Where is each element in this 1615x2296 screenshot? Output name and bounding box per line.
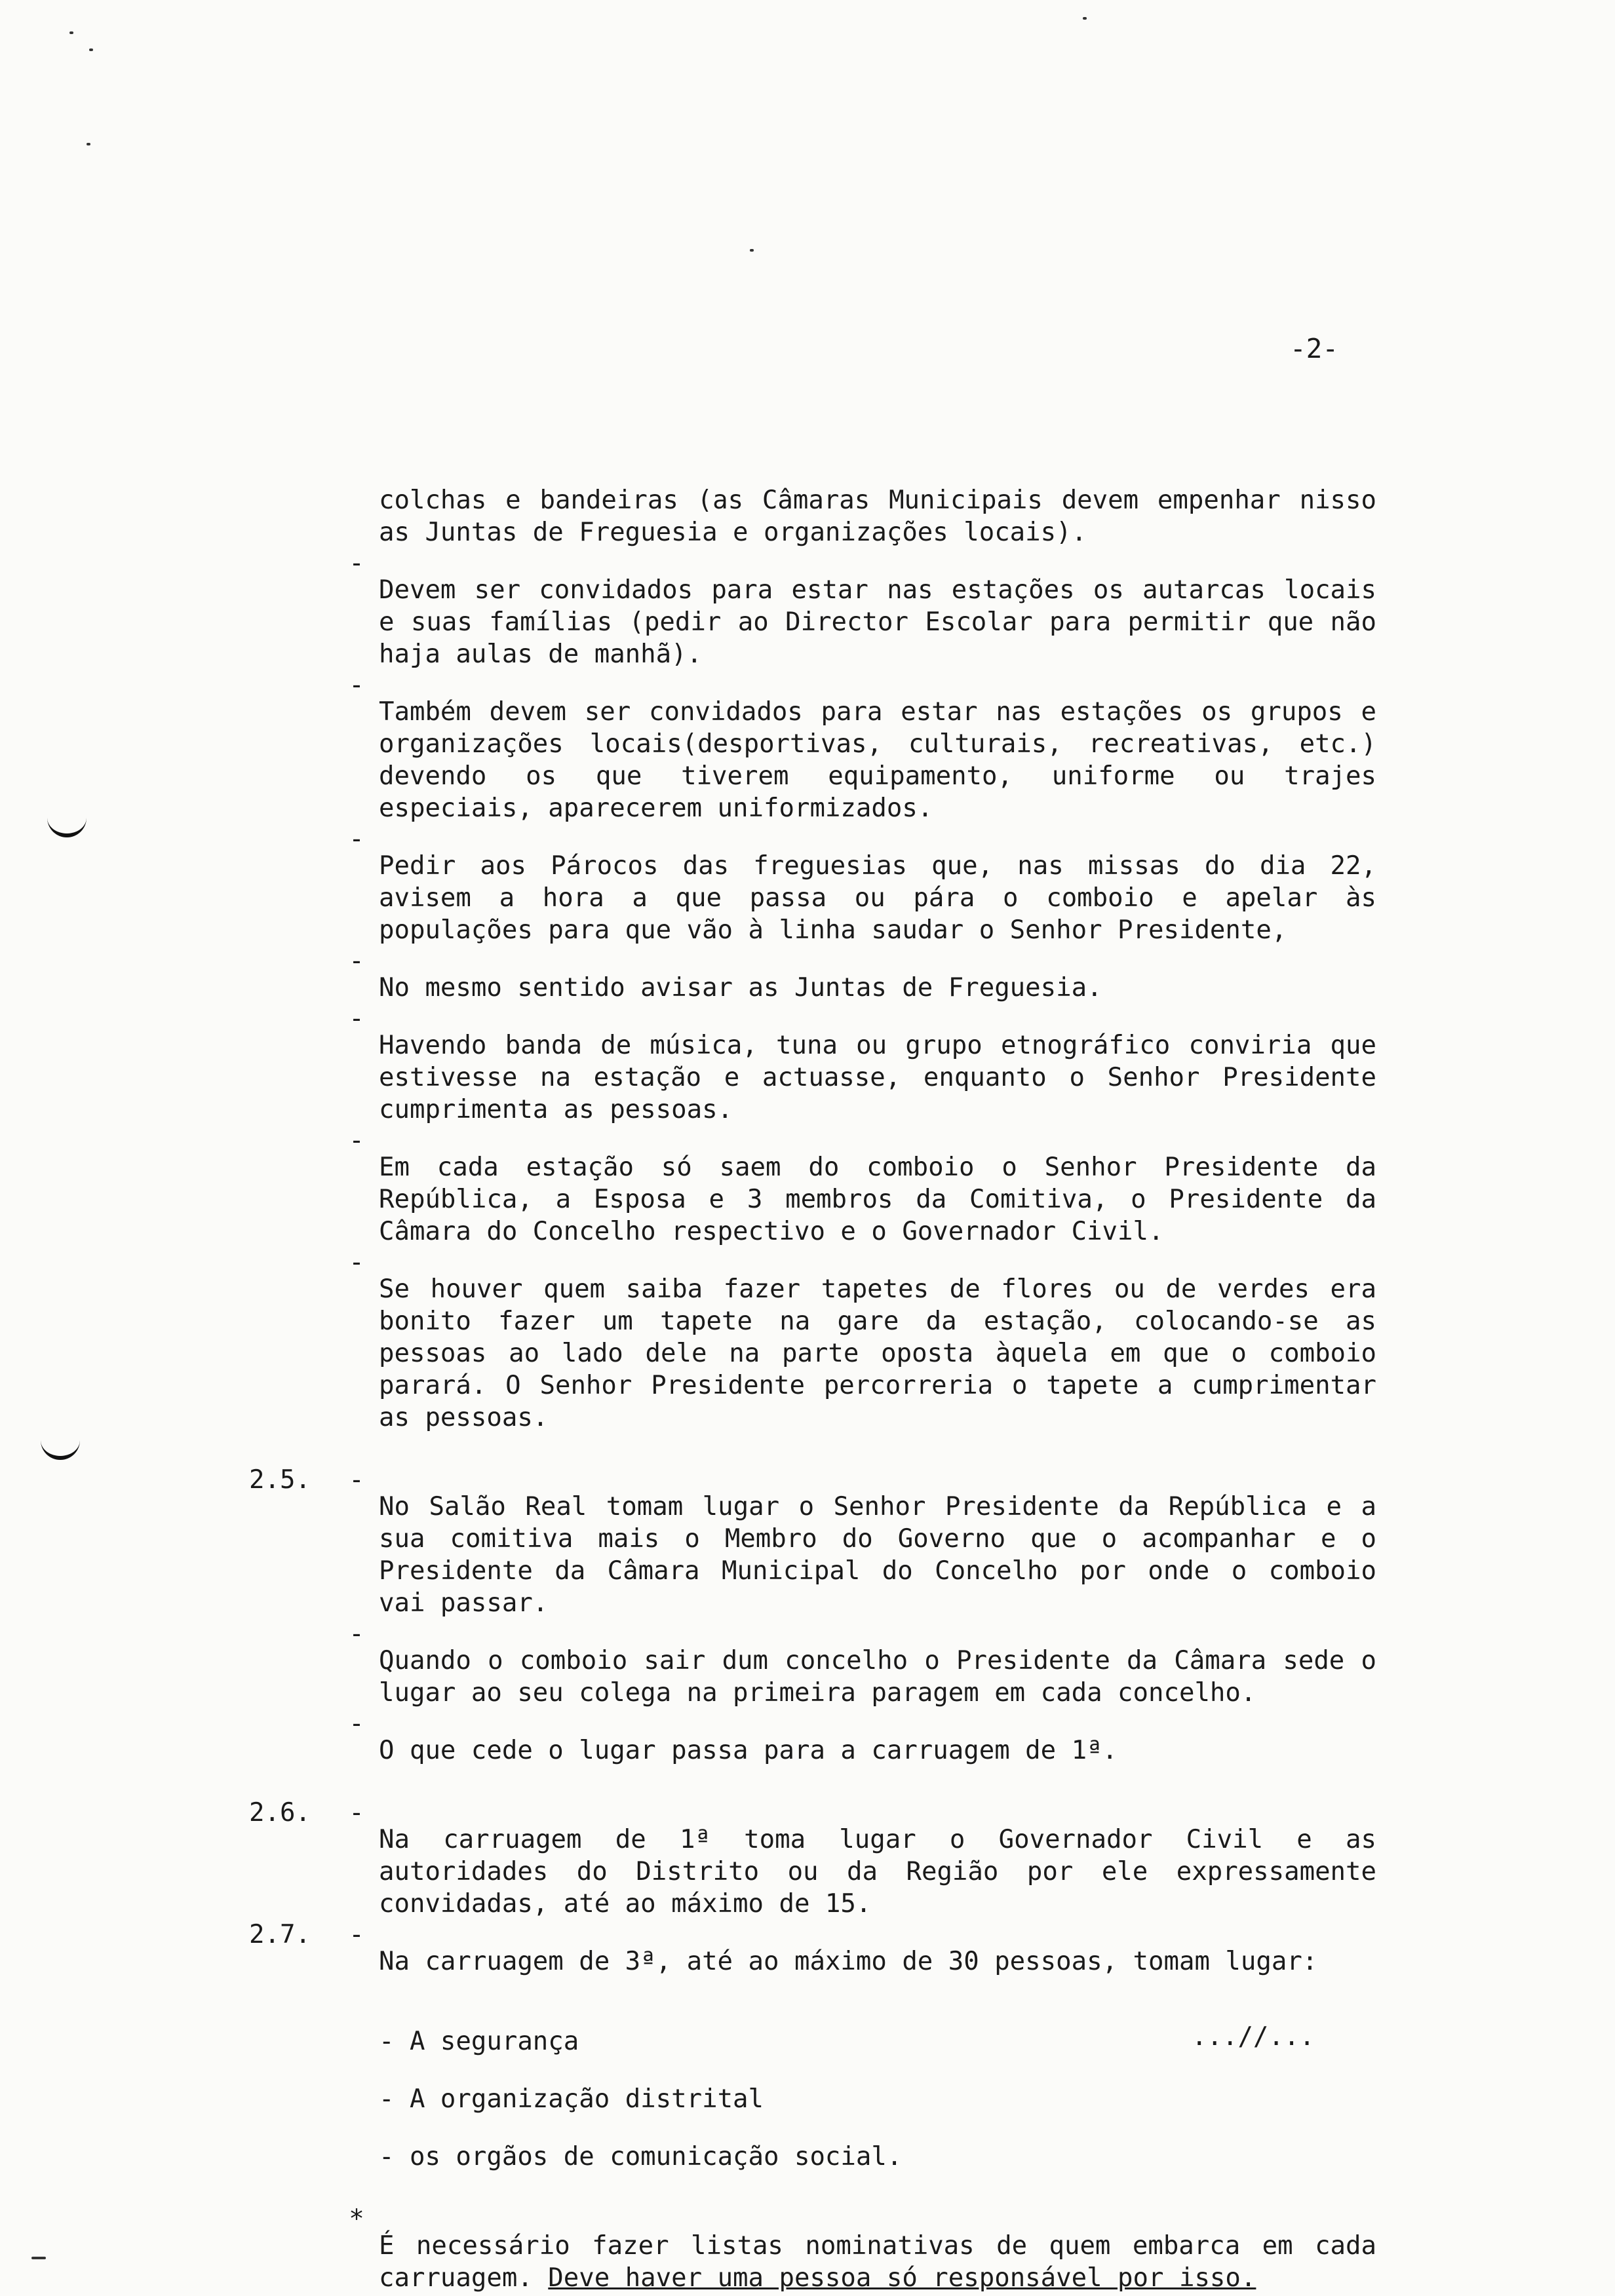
section-number: 2.5. — [249, 1465, 311, 1495]
document-body — [249, 459, 1376, 2294]
page-number: -2- — [1290, 333, 1339, 364]
list-item: - Também devem ser convidados para estar nas estações os grupos e organizações locais(desportivas, culturais, recreativas, etc.) devendo os que tiverem equipamento, uniforme ou trajes especiais, aparecerem uniformizados. — [249, 670, 1376, 824]
list-item: - Havendo banda de música, tuna ou grupo etnográfico conviria que estivesse na estação e actuasse, enquanto o Senhor Presidente cumprimenta as pessoas. — [249, 1004, 1376, 1126]
section-number: 2.7. — [249, 1920, 311, 1949]
dash-bullet: - — [349, 1709, 364, 1738]
dash-bullet: - — [349, 1126, 364, 1155]
scan-speck — [750, 249, 754, 252]
list-item: - Devem ser convidados para estar nas estações os autarcas locais e suas famílias (pedir ao Director Escolar para permitir que não haja aulas de manhã). — [249, 548, 1376, 670]
section-2-7-subitem: - os orgãos de comunicação social. — [379, 2142, 903, 2172]
dash-bullet: - — [349, 824, 364, 854]
section-number: 2.6. — [249, 1798, 311, 1827]
dash-bullet: - — [349, 548, 364, 578]
list-item: - No mesmo sentido avisar as Juntas de Freguesia. — [249, 946, 1376, 1004]
list-item: - Pedir aos Párocos das freguesias que, nas missas do dia 22, avisem a hora a que passa ou pára o comboio e apelar às populações para que vão à linha saudar o Senhor Presidente, — [249, 824, 1376, 946]
dash-bullet: - — [349, 1619, 364, 1649]
dash-bullet: - — [349, 670, 364, 700]
section-2-7-subitem: - A organização distrital — [379, 2084, 764, 2114]
dash-bullet: - — [349, 1004, 364, 1033]
dash-bullet: - — [349, 1920, 364, 1949]
dash-bullet: - — [349, 946, 364, 976]
scan-speck — [89, 48, 93, 51]
intro-paragraph: colchas e bandeiras (as Câmaras Municipais devem empenhar nisso as Juntas de Freguesia e organizações locais). — [379, 486, 1376, 547]
scan-speck — [69, 31, 73, 34]
underlined-note: Deve haver uma pessoa só responsável por isso. — [548, 2263, 1256, 2293]
punch-hole-mark — [41, 1430, 80, 1460]
scan-speck — [1083, 17, 1087, 20]
dash-bullet: - — [349, 1465, 364, 1495]
punch-hole-mark — [47, 807, 87, 837]
dash-bullet: - — [349, 1798, 364, 1827]
section-2-6: 2.6. - Na carruagem de 1ª toma lugar o Governador Civil e as autoridades do Distrito ou da Região por ele expressamente convidadas, até ao máximo de 15. — [249, 1798, 1376, 1919]
section-2-5-item: 2.5. - No Salão Real tomam lugar o Senhor Presidente da República e a sua comitiva mais o Membro do Governo que o acompanhar e o Presidente da Câmara Municipal do Concelho por onde o comboio vai passar. — [249, 1465, 1376, 1618]
list-item: - Em cada estação só saem do comboio o Senhor Presidente da República, a Esposa e 3 membros da Comitiva, o Presidente da Câmara do Concelho respectivo e o Governador Civil. — [249, 1126, 1376, 1248]
section-2-7: 2.7. - Na carruagem de 3ª, até ao máximo de 30 pessoas, tomam lugar: — [249, 1920, 1318, 1976]
list-item: - Se houver quem saiba fazer tapetes de flores ou de verdes era bonito fazer um tapete na gare da estação, colocando-se as pessoas ao lado dele na parte oposta àquela em que o comboio parará. O Senhor Presidente percorreria o tapete a cumprimentar as pessoas. — [249, 1248, 1376, 1434]
asterisk-symbol: * — [349, 2204, 364, 2234]
continuation-mark: ...//... — [1192, 2022, 1315, 2052]
scan-speck — [87, 143, 90, 145]
note: * É necessário fazer listas nominativas de quem embarca em cada carruagem. Deve haver uma pessoa só responsável por isso. — [249, 2204, 1376, 2294]
section-2-7-subitem: - A segurança — [379, 2027, 579, 2056]
section-2-5-item: - Quando o comboio sair dum concelho o Presidente da Câmara sede o lugar ao seu colega na primeira paragem em cada concelho. — [249, 1619, 1376, 1709]
scan-speck — [31, 2257, 46, 2259]
section-2-5-item: - O que cede o lugar passa para a carruagem de 1ª. — [249, 1709, 1376, 1767]
dash-bullet: - — [349, 1248, 364, 1277]
